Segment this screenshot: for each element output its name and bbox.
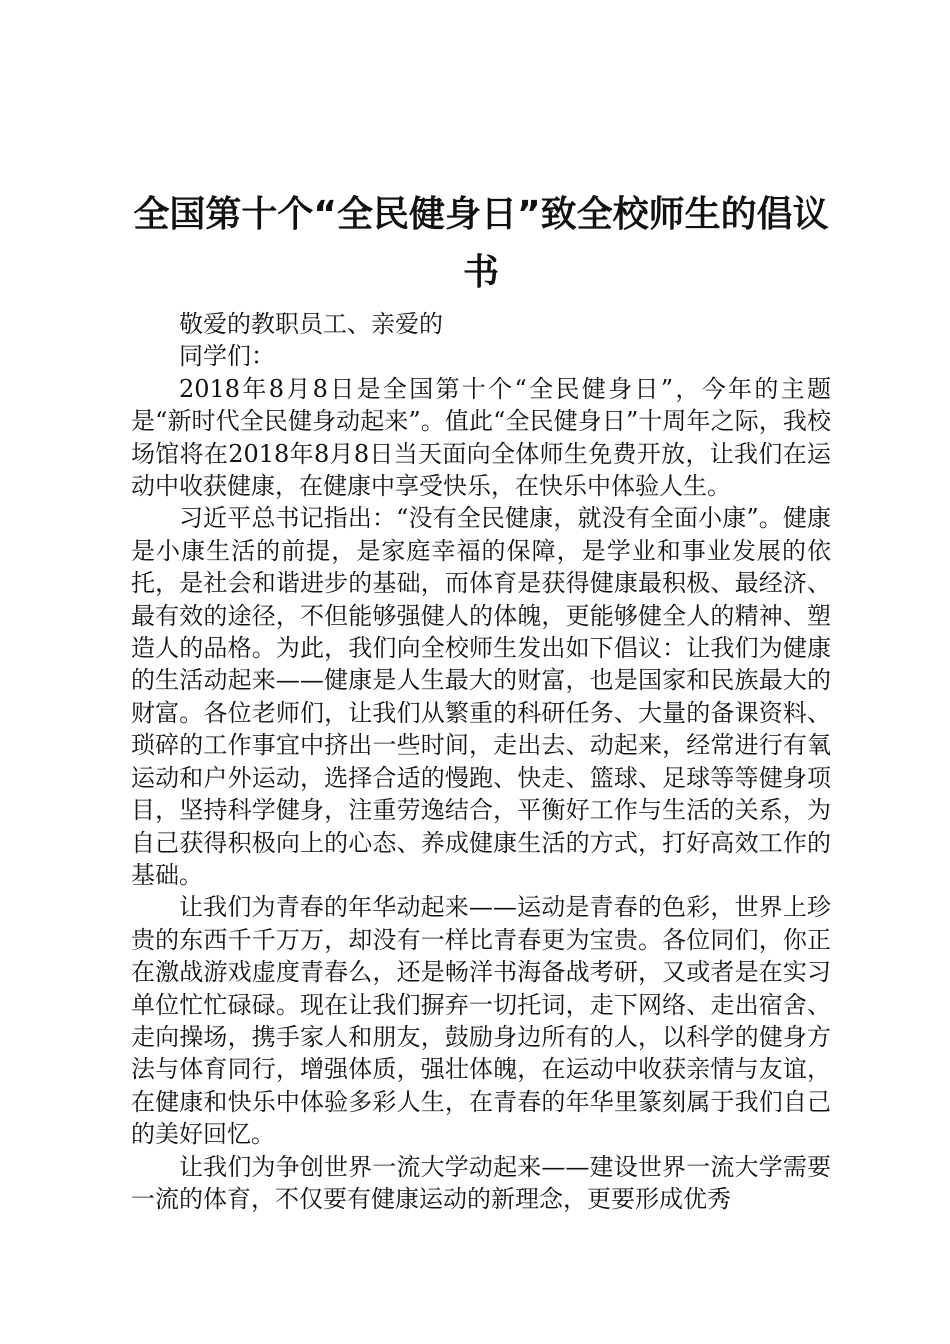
paragraph-3: 让我们为青春的年华动起来——运动是青春的色彩，世界上珍贵的东西千千万万，却没有一样比青春更为宝贵。各位同们，你正在激战游戏虚度青春么，还是畅洋书海备战考研，又或者是在实习单位忙忙碌碌。现在让我们摒弃一切托词，走下网络、走出宿舍、走向操场，携手家人和朋友，鼓励身边所有的人，以科学的健身方法与体育同行，增强体质，强壮体魄，在运动中收获亲情与友谊，在健康和快乐中体验多彩人生，在青春的年华里篆刻属于我们自己的美好回忆。 — [131, 893, 831, 1149]
paragraph-1: 2018年8月8日是全国第十个“全民健身日”，今年的主题是“新时代全民健身动起来”。值此“全民健身日”十周年之际，我校场馆将在2018年8月8日当天面向全体师生免费开放，让我们在运动中收获健康，在健康中享受快乐，在快乐中体验人生。 — [131, 374, 831, 501]
document-page — [131, 186, 831, 1215]
document-title: 全国第十个“全民健身日”致全校师生的倡议书 — [133, 194, 829, 293]
paragraph-2: 习近平总书记指出：“没有全民健康，就没有全面小康”。健康是小康生活的前提，是家庭幸福的保障，是学业和事业发展的依托，是社会和谐进步的基础，而体育是获得健康最积极、最经济、最有效的途径，不但能够强健人的体魄，更能够健全人的精神、塑造人的品格。为此，我们向全校师生发出如下倡议：让我们为健康的生活动起来——健康是人生最大的财富，也是国家和民族最大的财富。各位老师们，让我们从繁重的科研任务、大量的备课资料、琐碎的工作事宜中挤出一些时间，走出去、动起来，经常进行有氧运动和户外运动，选择合适的慢跑、快走、篮球、足球等等健身项目，坚持科学健身，注重劳逸结合，平衡好工作与生活的关系，为自己获得积极向上的心态、养成健康生活的方式，打好高效工作的基础。 — [131, 504, 831, 889]
salutation-line-2: 同学们： — [179, 342, 275, 371]
paragraph-4: 让我们为争创世界一流大学动起来——建设世界一流大学需要一流的体育，不仅要有健康运动的新理念，更要形成优秀 — [131, 1152, 831, 1213]
salutation-line-1: 敬爱的教职员工、亲爱的 — [179, 310, 443, 338]
document-body — [131, 308, 831, 1215]
